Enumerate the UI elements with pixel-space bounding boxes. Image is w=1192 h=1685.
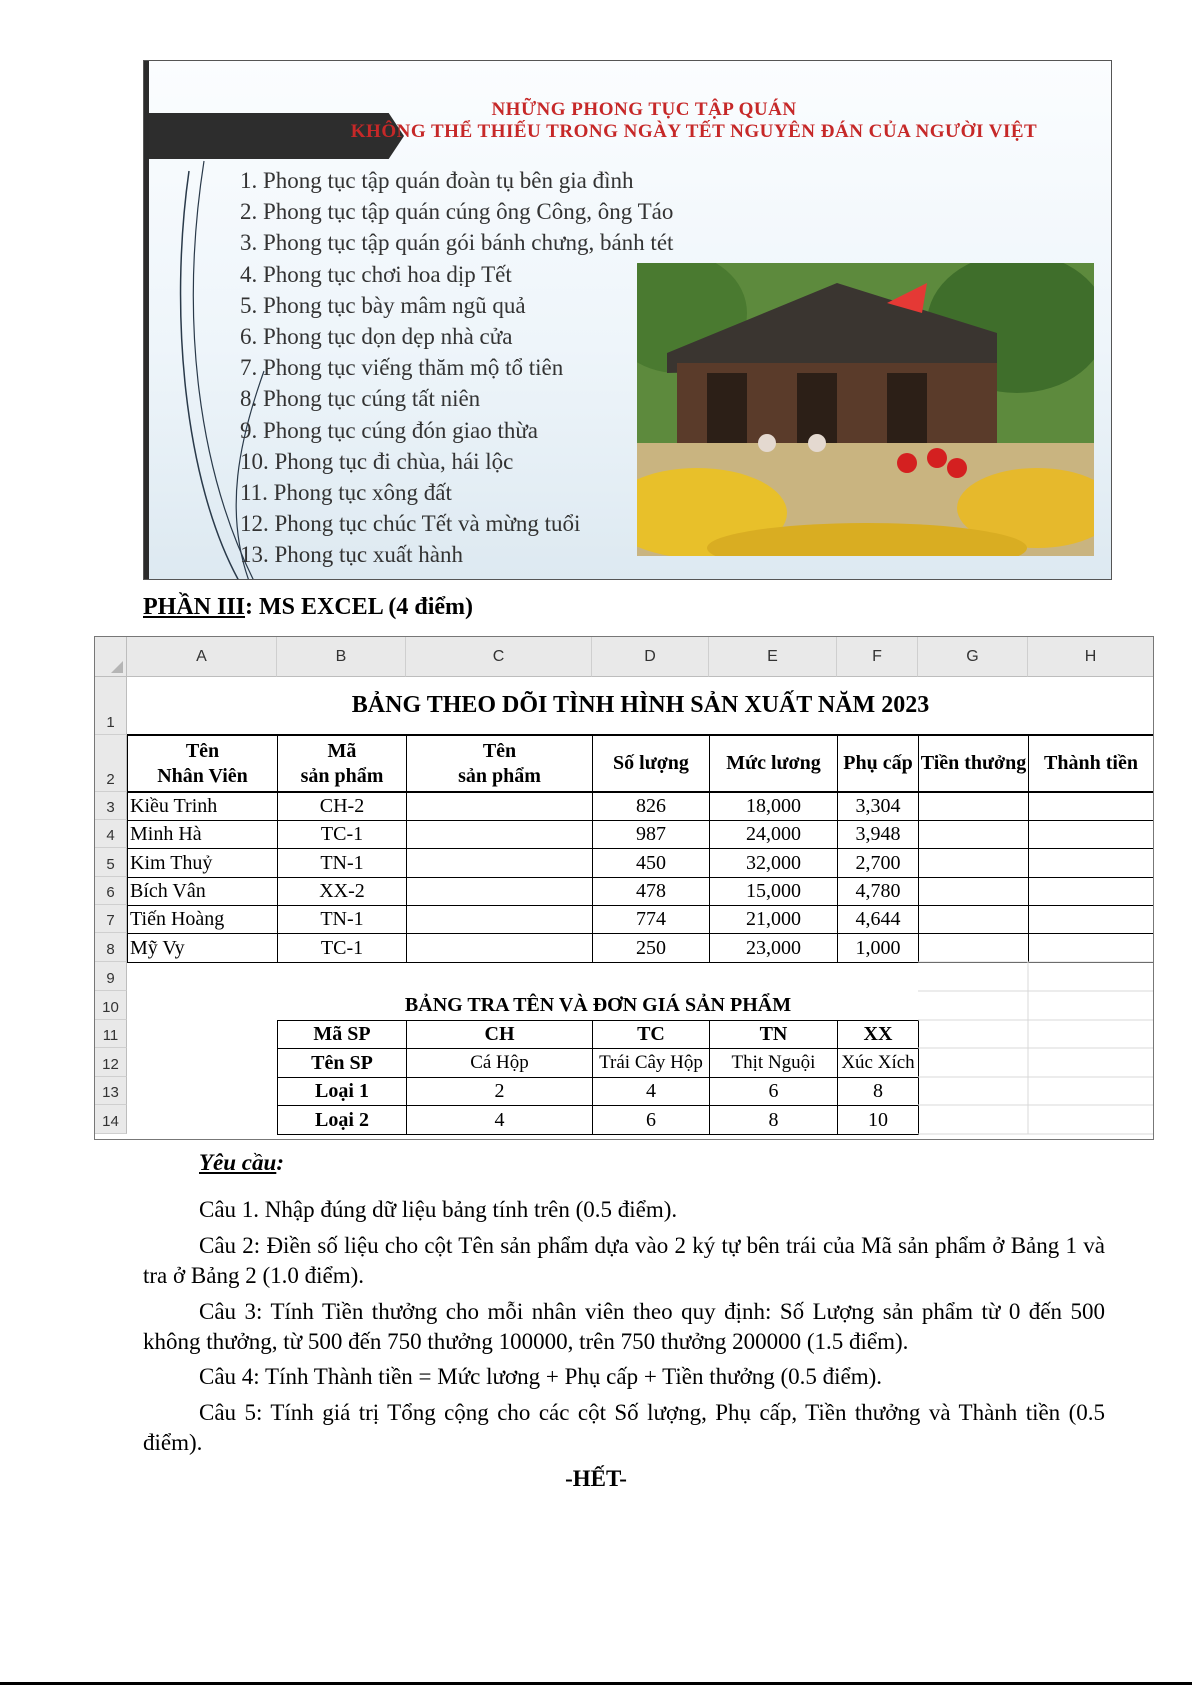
requirements-heading-text: Yêu cầu <box>199 1150 277 1175</box>
list-item: 5. Phong tục bày mâm ngũ quả <box>240 292 526 318</box>
lookup-row-label[interactable]: Loại 2 <box>277 1105 407 1135</box>
row-header-9[interactable]: 9 <box>95 962 127 991</box>
cell-ml[interactable]: 15,000 <box>709 877 838 906</box>
header-line: Tên <box>185 739 220 762</box>
cell-ma[interactable]: XX-2 <box>277 877 407 906</box>
lookup-cell[interactable]: 2 <box>406 1077 593 1106</box>
lookup-cell[interactable]: 10 <box>837 1105 919 1135</box>
end-mark: -HẾT- <box>565 1466 627 1491</box>
cell-sl[interactable]: 987 <box>592 820 710 849</box>
tet-house-photo <box>637 263 1094 556</box>
lookup-row-label[interactable]: Mã SP <box>277 1020 407 1049</box>
header-tien-thuong[interactable]: Tiền thưởng <box>918 735 1029 792</box>
column-header-e[interactable]: E <box>709 637 837 677</box>
row-header-6[interactable]: 6 <box>95 877 127 905</box>
cell-ma[interactable]: TC-1 <box>277 933 407 963</box>
cell-ten[interactable]: Kiều Trinh <box>127 792 278 821</box>
header-line: sản phẩm <box>458 764 541 787</box>
sheet-gridlines <box>95 637 1153 1139</box>
cell-pc[interactable]: 4,644 <box>837 905 919 934</box>
cell-ml[interactable]: 21,000 <box>709 905 838 934</box>
question-text: Câu 5: Tính giá trị Tổng cộng cho các cột Số lượng, Phụ cấp, Tiền thưởng và Thành tiền (0.5 điểm). <box>143 1400 1105 1455</box>
lookup-cell[interactable]: 8 <box>709 1105 838 1135</box>
row-header-1[interactable]: 1 <box>95 677 127 735</box>
cell-pc[interactable]: 2,700 <box>837 848 919 878</box>
lookup-cell[interactable]: Trái Cây Hộp <box>592 1048 710 1078</box>
row-header-12[interactable]: 12 <box>95 1048 127 1077</box>
lookup-cell[interactable]: 8 <box>837 1077 919 1106</box>
cell-ten[interactable]: Tiến Hoàng <box>127 905 278 934</box>
cell-ma[interactable]: TN-1 <box>277 848 407 878</box>
header-muc-luong[interactable]: Mức lương <box>709 735 838 792</box>
list-item: 3. Phong tục tập quán gói bánh chưng, bánh tét <box>240 230 674 256</box>
column-header-h[interactable]: H <box>1028 637 1154 677</box>
tet-customs-slide <box>143 60 1112 580</box>
question-3 <box>143 1297 1105 1357</box>
header-line: sản phẩm <box>300 764 384 787</box>
cell-ml[interactable]: 32,000 <box>709 848 838 878</box>
cell-ten[interactable]: Bích Vân <box>127 877 278 906</box>
column-header-g[interactable]: G <box>918 637 1028 677</box>
header-line: Tên <box>482 739 517 762</box>
slide-title-line1: NHỮNG PHONG TỤC TẬP QUÁN <box>491 99 797 120</box>
list-item: 11. Phong tục xông đất <box>240 480 452 506</box>
question-5 <box>143 1398 1105 1458</box>
lookup-cell[interactable]: TC <box>592 1020 710 1049</box>
column-header-f[interactable]: F <box>837 637 918 677</box>
lookup-cell[interactable]: 4 <box>592 1077 710 1106</box>
row-header-2[interactable]: 2 <box>95 735 127 792</box>
sheet-title[interactable]: BẢNG THEO DÕI TÌNH HÌNH SẢN XUẤT NĂM 2023 <box>127 677 1154 735</box>
lookup-cell[interactable]: 6 <box>592 1105 710 1135</box>
header-line: Nhân Viên <box>157 764 248 787</box>
list-item: 7. Phong tục viếng thăm mộ tổ tiên <box>240 355 564 381</box>
row-header-7[interactable]: 7 <box>95 905 127 933</box>
slide-title-line2: KHÔNG THỂ THIẾU TRONG NGÀY TẾT NGUYÊN ĐÁN CỦA NGƯỜI VIỆT <box>350 121 1038 142</box>
lookup-cell[interactable]: XX <box>837 1020 919 1049</box>
header-thanh-tien[interactable]: Thành tiền <box>1028 735 1154 792</box>
question-2 <box>143 1231 1105 1291</box>
part-rest: : MS EXCEL (4 điểm) <box>245 594 474 620</box>
lookup-title[interactable]: BẢNG TRA TÊN VÀ ĐƠN GIÁ SẢN PHẨM <box>404 994 792 1016</box>
lookup-cell[interactable]: CH <box>406 1020 593 1049</box>
requirements-heading-colon: : <box>276 1150 284 1175</box>
requirements-heading <box>199 1150 284 1176</box>
header-line: Mã <box>327 739 357 762</box>
column-header-a[interactable]: A <box>127 637 277 677</box>
row-header-14[interactable]: 14 <box>95 1105 127 1134</box>
cell-pc[interactable]: 1,000 <box>837 933 919 963</box>
cell-ten[interactable]: Kim Thuỷ <box>127 848 278 878</box>
question-text: Câu 4: Tính Thành tiền = Mức lương + Phụ cấp + Tiền thưởng (0.5 điểm). <box>199 1364 883 1389</box>
list-item: 4. Phong tục chơi hoa dịp Tết <box>240 261 512 287</box>
question-1 <box>143 1195 1105 1225</box>
cell-ma[interactable]: CH-2 <box>277 792 407 821</box>
list-item: 1. Phong tục tập quán đoàn tụ bên gia đình <box>240 168 634 193</box>
cell-sl[interactable]: 774 <box>592 905 710 934</box>
column-header-d[interactable]: D <box>592 637 709 677</box>
lookup-row-label[interactable]: Loại 1 <box>277 1077 407 1106</box>
lookup-cell[interactable]: 6 <box>709 1077 838 1106</box>
lookup-cell[interactable]: TN <box>709 1020 838 1049</box>
cell-ml[interactable]: 24,000 <box>709 820 838 849</box>
list-item: 13. Phong tục xuất hành <box>240 542 463 568</box>
question-4 <box>143 1362 1105 1392</box>
lookup-cell[interactable]: Cá Hộp <box>406 1048 593 1078</box>
excel-sheet <box>94 636 1154 1140</box>
lookup-cell[interactable]: 4 <box>406 1105 593 1135</box>
part-heading <box>143 594 473 621</box>
list-item: 8. Phong tục cúng tất niên <box>240 386 481 412</box>
row-header-13[interactable]: 13 <box>95 1077 127 1105</box>
lookup-cell[interactable]: Xúc Xích <box>837 1048 919 1078</box>
question-text: Câu 1. Nhập đúng dữ liệu bảng tính trên (0.5 điểm). <box>199 1197 678 1222</box>
cell-sl[interactable]: 250 <box>592 933 710 963</box>
cell-ma[interactable]: TN-1 <box>277 905 407 934</box>
column-header-b[interactable]: B <box>277 637 406 677</box>
cell-pc[interactable]: 3,304 <box>837 792 919 821</box>
cell-ten[interactable]: Minh Hà <box>127 820 278 849</box>
row-header-3[interactable]: 3 <box>95 792 127 820</box>
cell-sl[interactable]: 478 <box>592 877 710 906</box>
lookup-cell[interactable]: Thịt Nguội <box>709 1048 838 1078</box>
lookup-row-label[interactable]: Tên SP <box>277 1048 407 1078</box>
cell-pc[interactable]: 4,780 <box>837 877 919 906</box>
row-header-11[interactable]: 11 <box>95 1020 127 1048</box>
list-item: 10. Phong tục đi chùa, hái lộc <box>240 448 514 474</box>
row-header-10[interactable]: 10 <box>95 991 127 1020</box>
cell-sl[interactable]: 826 <box>592 792 710 821</box>
question-text: Câu 3: Tính Tiền thưởng cho mỗi nhân viên theo quy định: Số Lượng sản phẩm từ 0 đến 500 không thưởng, từ 500 đến 750 thưởng 100000, trên 750 thưởng 200000 (1.5 điểm). <box>143 1299 1105 1354</box>
part-label: PHẦN III <box>143 594 246 620</box>
cell-sl[interactable]: 450 <box>592 848 710 878</box>
list-item: 9. Phong tục cúng đón giao thừa <box>240 417 539 443</box>
cell-ml[interactable]: 23,000 <box>709 933 838 963</box>
list-item: 12. Phong tục chúc Tết và mừng tuổi <box>240 511 581 537</box>
customs-list <box>240 165 673 571</box>
cell-ten[interactable]: Mỹ Vy <box>127 933 278 963</box>
list-item: 6. Phong tục dọn dẹp nhà cửa <box>240 324 513 350</box>
row-header-5[interactable]: 5 <box>95 848 127 877</box>
cell-pc[interactable]: 3,948 <box>837 820 919 849</box>
row-header-4[interactable]: 4 <box>95 820 127 848</box>
list-item: 2. Phong tục tập quán cúng ông Công, ông Táo <box>240 199 674 225</box>
header-so-luong[interactable]: Số lượng <box>592 735 710 792</box>
header-phu-cap[interactable]: Phụ cấp <box>837 735 919 792</box>
row-header-8[interactable]: 8 <box>95 933 127 962</box>
cell-ma[interactable]: TC-1 <box>277 820 407 849</box>
column-header-c[interactable]: C <box>406 637 592 677</box>
question-text: Câu 2: Điền số liệu cho cột Tên sản phẩm dựa vào 2 ký tự bên trái của Mã sản phẩm ở Bảng 1 và tra ở Bảng 2 (1.0 điểm). <box>143 1233 1105 1288</box>
cell-ml[interactable]: 18,000 <box>709 792 838 821</box>
